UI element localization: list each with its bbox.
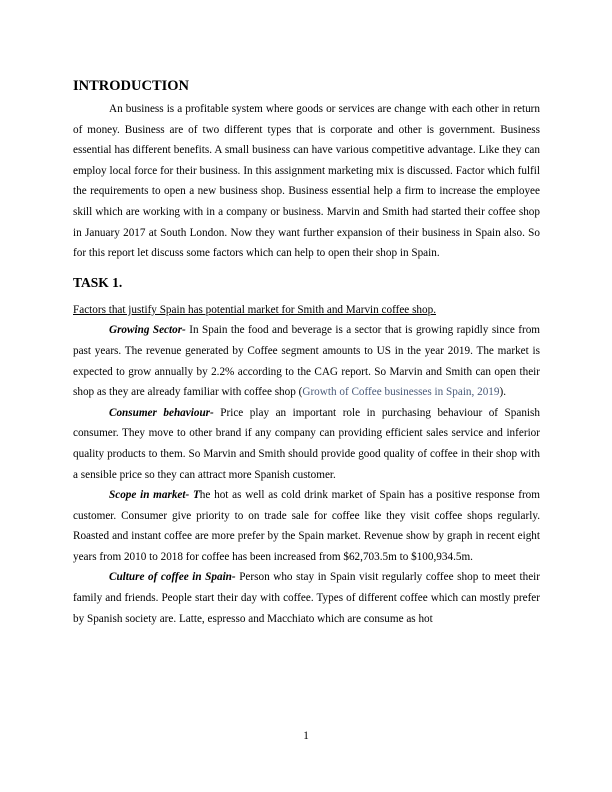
scope-in-market-paragraph <box>73 485 540 567</box>
consumer-behaviour-text: Price play an important role in purchasing behaviour of Spanish consumer. They move to other brand if any company can providing efficient sales service and inferior quality products to them. So Marvin and Smith should provide good quality of coffee in their shop with a sensible price so they can attract more Spanish customer. <box>73 406 540 481</box>
page-content <box>73 77 540 629</box>
growing-sector-end: ). <box>499 386 507 399</box>
task-heading: TASK 1. <box>73 274 123 290</box>
consumer-behaviour-paragraph <box>73 403 540 485</box>
scope-in-market-title: Scope in market- T <box>109 489 200 502</box>
intro-paragraph: An business is a profitable system where goods or services are change with each other in return of money. Business are of two different types that is corporate and other is government. Business essential has different benefits. A small business can have various competitive advantage. Like they can employ local force for their business. In this assignment marketing mix is discussed. Factor which fulfil the requirements to open a new business shop. Business essential help a firm to increase the employee skill which are working with in a company or business. Marvin and Smith had started their coffee shop in January 2017 at South London. Now they want further expansion of their business in Spain also. So for this report let discuss some factors which can help to open their shop in Spain. <box>73 103 540 260</box>
culture-of-coffee-text: Person who stay in Spain visit regularly coffee shop to meet their family and friends. People start their day with coffee. Types of different coffee which can mostly prefer by Spanish society are. Latte, espresso and Macchiato which are consume as hot <box>73 571 540 625</box>
growing-sector-title: Growing Sector- <box>109 324 186 337</box>
growing-sector-paragraph <box>73 320 540 402</box>
growing-sector-text: In Spain the food and beverage is a sector that is growing rapidly since from past years. The revenue generated by Coffee segment amounts to US in the year 2019. The market is expected to grow annually by 2.2% according to the CAG report. So Marvin and Smith can open their shop as they are already familiar with coffee shop ( <box>73 324 540 399</box>
culture-of-coffee-paragraph <box>73 567 540 629</box>
task-subheading: Factors that justify Spain has potential market for Smith and Marvin coffee shop. <box>73 303 437 316</box>
page-number: 1 <box>303 730 309 742</box>
growing-sector-citation: Growth of Coffee businesses in Spain, 2019 <box>302 386 500 399</box>
scope-in-market-text: he hot as well as cold drink market of Spain has a positive response from customer. Consumer give priority to on trade sale for coffee like they visit coffee shops regularly. Roasted and instant coffee are more prefer by the Spain market. Revenue show by graph in recent eight years from 2010 to 2018 for coffee has been increased from $62,703.5m to $100,934.5m. <box>73 489 540 563</box>
consumer-behaviour-title: Consumer behaviour- <box>109 406 214 419</box>
intro-heading: INTRODUCTION <box>73 78 190 94</box>
culture-of-coffee-title: Culture of coffee in Spain- <box>109 571 236 584</box>
